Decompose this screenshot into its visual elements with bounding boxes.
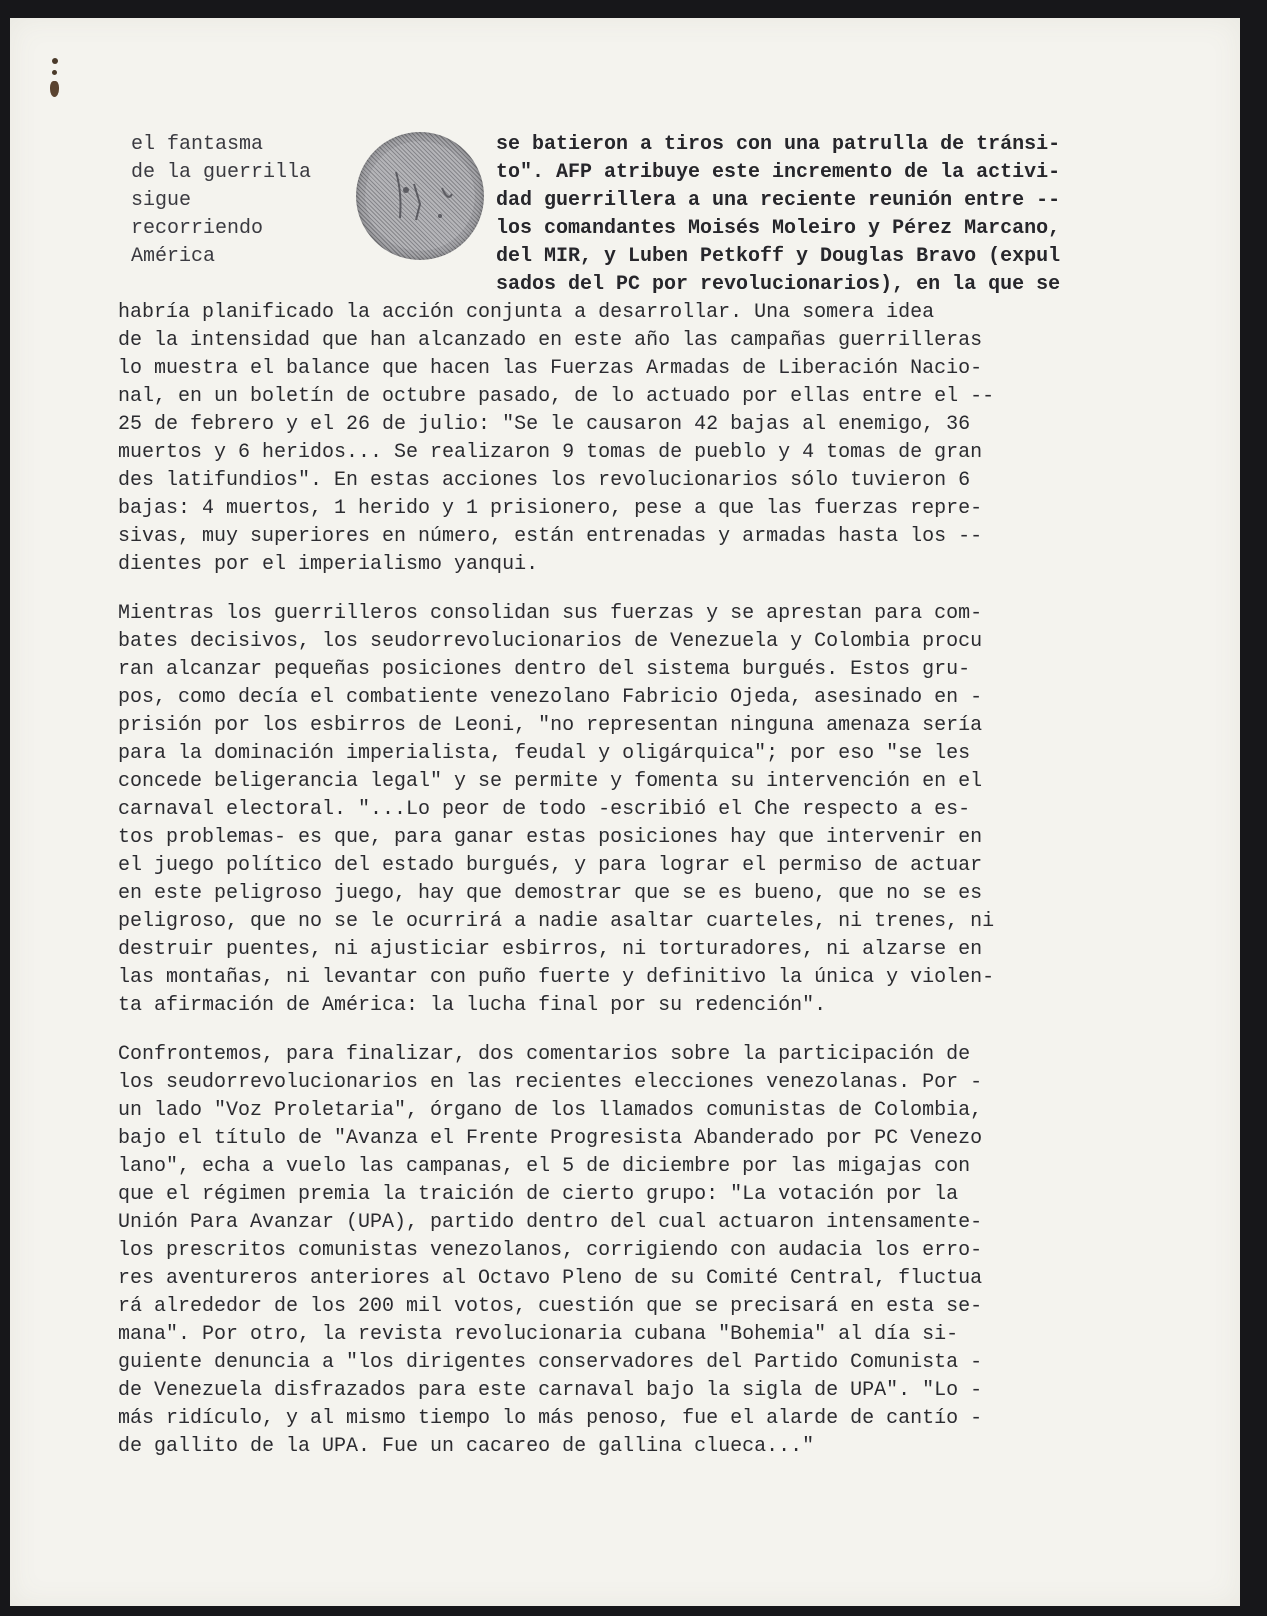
text-line: bajas: 4 muertos, 1 herido y 1 prisionero, pese a que las fuerzas repre- bbox=[118, 497, 983, 520]
text-line: ta afirmación de América: la lucha final por su redención". bbox=[118, 994, 827, 1017]
text-line: res aventureros anteriores al Octavo Pleno de su Comité Central, fluctua bbox=[118, 1267, 983, 1290]
text-line: Confrontemos, para finalizar, dos comentarios sobre la participación de bbox=[118, 1043, 971, 1066]
text-line: ran alcanzar pequeñas posiciones dentro del sistema burgués. Estos gru- bbox=[118, 658, 971, 681]
text-line: pos, como decía el combatiente venezolano Fabricio Ojeda, asesinado en - bbox=[118, 686, 983, 709]
text-line: muertos y 6 heridos... Se realizaron 9 tomas de pueblo y 4 tomas de gran bbox=[118, 441, 983, 464]
text-line: que el régimen premia la traición de cierto grupo: "La votación por la bbox=[118, 1183, 959, 1206]
text-line: Mientras los guerrilleros consolidan sus fuerzas y se aprestan para com- bbox=[118, 602, 983, 625]
caption-line: América bbox=[131, 245, 216, 268]
text-line: Unión Para Avanzar (UPA), partido dentro del cual actuaron intensamente- bbox=[118, 1211, 983, 1234]
seal-figure-icon bbox=[356, 132, 484, 260]
text-line: se batieron a tiros con una patrulla de tránsi- bbox=[496, 133, 1061, 156]
punch-hole-mark bbox=[52, 58, 58, 64]
text-line: las montañas, ni levantar con puño fuerte y definitivo la única y violen- bbox=[118, 966, 995, 989]
circular-photo-seal bbox=[356, 132, 484, 260]
paragraph-1 bbox=[118, 299, 1178, 579]
text-line: destruir puentes, ni ajusticiar esbirros, ni torturadores, ni alzarse en bbox=[118, 938, 983, 961]
text-line: más ridículo, y al mismo tiempo lo más penoso, fue el alarde de cantío - bbox=[118, 1407, 983, 1430]
text-line: prisión por los esbirros de Leoni, "no representan ninguna amenaza sería bbox=[118, 714, 983, 737]
text-line: lo muestra el balance que hacen las Fuerzas Armadas de Liberación Nacio- bbox=[118, 357, 983, 380]
paragraph-2 bbox=[118, 600, 1178, 1020]
punch-hole-mark bbox=[52, 70, 57, 75]
text-line: sivas, muy superiores en número, están entrenadas y armadas hasta los -- bbox=[118, 525, 983, 548]
text-line: mana". Por otro, la revista revolucionaria cubana "Bohemia" al día si- bbox=[118, 1323, 959, 1346]
text-line: de Venezuela disfrazados para este carnaval bajo la sigla de UPA". "Lo - bbox=[118, 1379, 983, 1402]
text-line: un lado "Voz Proletaria", órgano de los llamados comunistas de Colombia, bbox=[118, 1099, 983, 1122]
intro-column bbox=[496, 131, 1166, 299]
text-line: bajo el título de "Avanza el Frente Progresista Abanderado por PC Venezo bbox=[118, 1127, 983, 1150]
text-line: tos problemas- es que, para ganar estas posiciones hay que intervenir en bbox=[118, 826, 983, 849]
text-line: nal, en un boletín de octubre pasado, de lo actuado por ellas entre el -- bbox=[118, 385, 995, 408]
text-line: dientes por el imperialismo yanqui. bbox=[118, 553, 539, 576]
paragraph-gap bbox=[118, 1020, 1178, 1041]
text-line: de la intensidad que han alcanzado en este año las campañas guerrilleras bbox=[118, 329, 983, 352]
text-line: to". AFP atribuye este incremento de la activi- bbox=[496, 161, 1061, 184]
text-line: concede beligerancia legal" y se permite y fomenta su intervención en el bbox=[118, 770, 983, 793]
text-line: guiente denuncia a "los dirigentes conservadores del Partido Comunista - bbox=[118, 1351, 983, 1374]
text-line: des latifundios". En estas acciones los revolucionarios sólo tuvieron 6 bbox=[118, 469, 971, 492]
text-line: peligroso, que no se le ocurrirá a nadie asaltar cuarteles, ni trenes, ni bbox=[118, 910, 995, 933]
text-line: 25 de febrero y el 26 de julio: "Se le causaron 42 bajas al enemigo, 36 bbox=[118, 413, 971, 436]
side-caption bbox=[131, 131, 361, 271]
text-line: del MIR, y Luben Petkoff y Douglas Bravo (expul bbox=[496, 245, 1061, 268]
caption-line: el fantasma bbox=[131, 133, 264, 156]
text-line: para la dominación imperialista, feudal y oligárquica"; por eso "se les bbox=[118, 742, 971, 765]
text-line: rá alrededor de los 200 mil votos, cuestión que se precisará en esta se- bbox=[118, 1295, 983, 1318]
paragraph-3 bbox=[118, 1041, 1178, 1461]
text-line: en este peligroso juego, hay que demostrar que se es bueno, que no se es bbox=[118, 882, 983, 905]
text-line: carnaval electoral. "...Lo peor de todo -escribió el Che respecto a es- bbox=[118, 798, 971, 821]
caption-line: sigue bbox=[131, 189, 192, 212]
paragraph-gap bbox=[118, 579, 1178, 600]
text-line: sados del PC por revolucionarios), en la que se bbox=[496, 273, 1061, 296]
text-line: el juego político del estado burgués, y para lograr el permiso de actuar bbox=[118, 854, 983, 877]
text-line: de gallito de la UPA. Fue un cacareo de gallina clueca..." bbox=[118, 1435, 815, 1458]
punch-marks bbox=[48, 58, 68, 103]
caption-line: de la guerrilla bbox=[131, 161, 312, 184]
caption-line: recorriendo bbox=[131, 217, 264, 240]
text-line: los comandantes Moisés Moleiro y Pérez Marcano, bbox=[496, 217, 1061, 240]
body-text bbox=[118, 299, 1178, 1461]
text-line: dad guerrillera a una reciente reunión entre -- bbox=[496, 189, 1061, 212]
text-line: lano", echa a vuelo las campanas, el 5 de diciembre por las migajas con bbox=[118, 1155, 971, 1178]
text-line: los seudorrevolucionarios en las recientes elecciones venezolanas. Por - bbox=[118, 1071, 983, 1094]
text-line: los prescritos comunistas venezolanos, corrigiendo con audacia los erro- bbox=[118, 1239, 983, 1262]
text-line: habría planificado la acción conjunta a desarrollar. Una somera idea bbox=[118, 301, 935, 324]
ink-stain-mark bbox=[50, 81, 59, 97]
text-line: bates decisivos, los seudorrevolucionarios de Venezuela y Colombia procu bbox=[118, 630, 983, 653]
